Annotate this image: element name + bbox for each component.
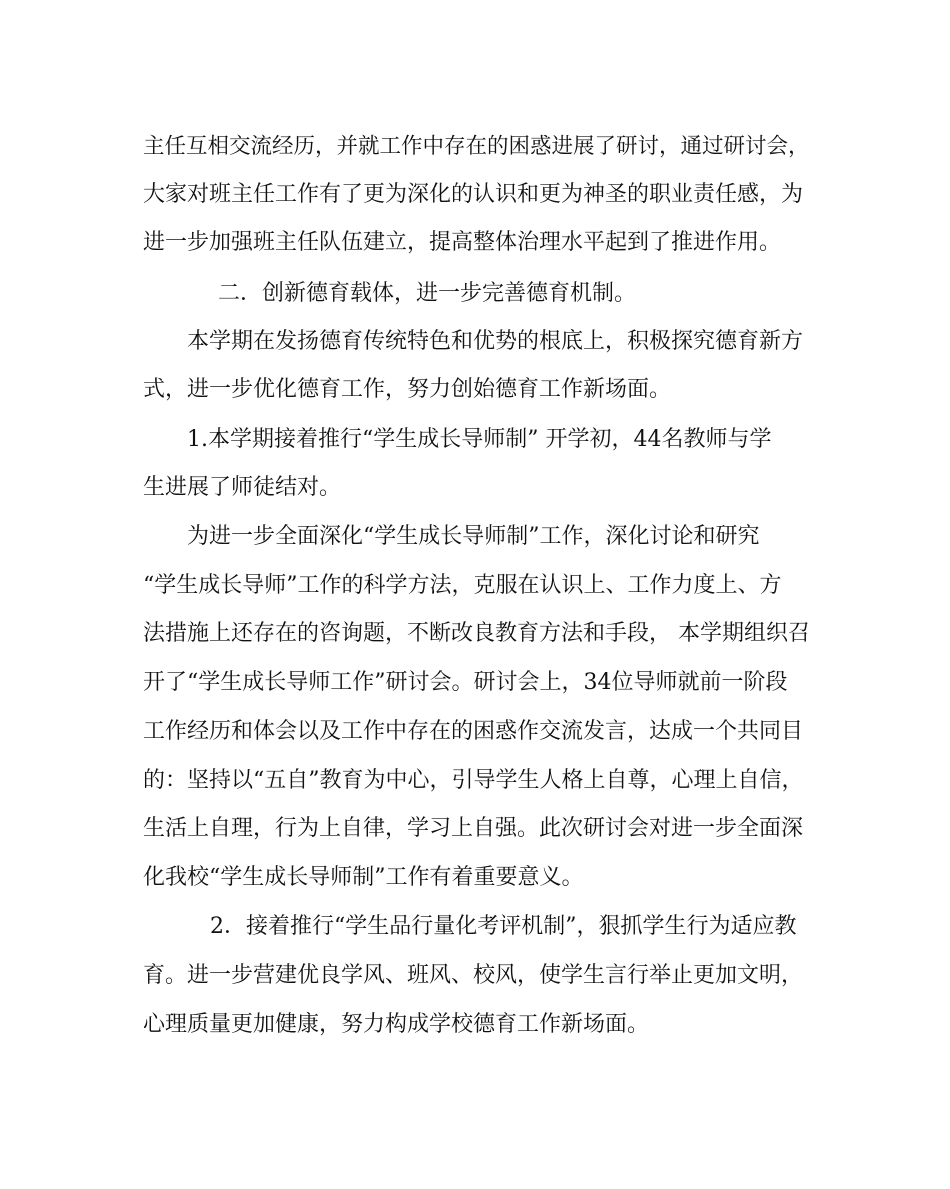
text-line: 2．接着推行“学生品行量化考评机制”，狠抓学生行为适应教 [210, 914, 797, 939]
text-line: 的：坚持以“五自”教育为中心，引导学生人格上自尊，心理上自信， [143, 768, 804, 793]
text-line: 进一步加强班主任队伍建立，提高整体治理水平起到了推进作用。 [143, 230, 782, 255]
text-line: 育。进一步营建优良学风、班风、校风，使学生言行举止更加文明， [143, 963, 804, 988]
text-line: 式，进一步优化德育工作，努力创始德育工作新场面。 [143, 377, 672, 402]
text-line: 主任互相交流经历，并就工作中存在的困惑进展了研讨，通过研讨会， [143, 134, 810, 159]
text-line: 大家对班主任工作有了更为深化的认识和更为神圣的职业责任感，为 [143, 182, 804, 207]
text-line: 化我校“学生成长导师制”工作有着重要意义。 [143, 865, 584, 890]
text-line: 本学期在发扬德育传统特色和优势的根底上，积极探究德育新方 [187, 329, 804, 354]
text-line: 工作经历和体会以及工作中存在的困惑作交流发言，达成一个共同目 [143, 719, 804, 744]
text-line: 生活上自理，行为上自律，学习上自强。此次研讨会对进一步全面深 [143, 816, 804, 841]
text-line: 心理质量更加健康，努力构成学校德育工作新场面。 [143, 1012, 650, 1037]
text-line: 法措施上还存在的咨询题，不断改良教育方法和手段， 本学期组织召 [143, 621, 810, 646]
text-line: 1.本学期接着推行“学生成长导师制” 开学初，44名教师与学 [187, 427, 772, 452]
text-line: “学生成长导师”工作的科学方法，克服在认识上、工作力度上、方 [143, 573, 782, 598]
section-heading: 二．创新德育载体，进一步完善德育机制。 [218, 281, 637, 306]
text-line: 生进展了师徒结对。 [143, 475, 342, 500]
text-line: 开了“学生成长导师工作”研讨会。研讨会上，34位导师就前一阶段 [143, 670, 788, 695]
text-line: 为进一步全面深化“学生成长导师制”工作，深化讨论和研究 [187, 524, 760, 549]
